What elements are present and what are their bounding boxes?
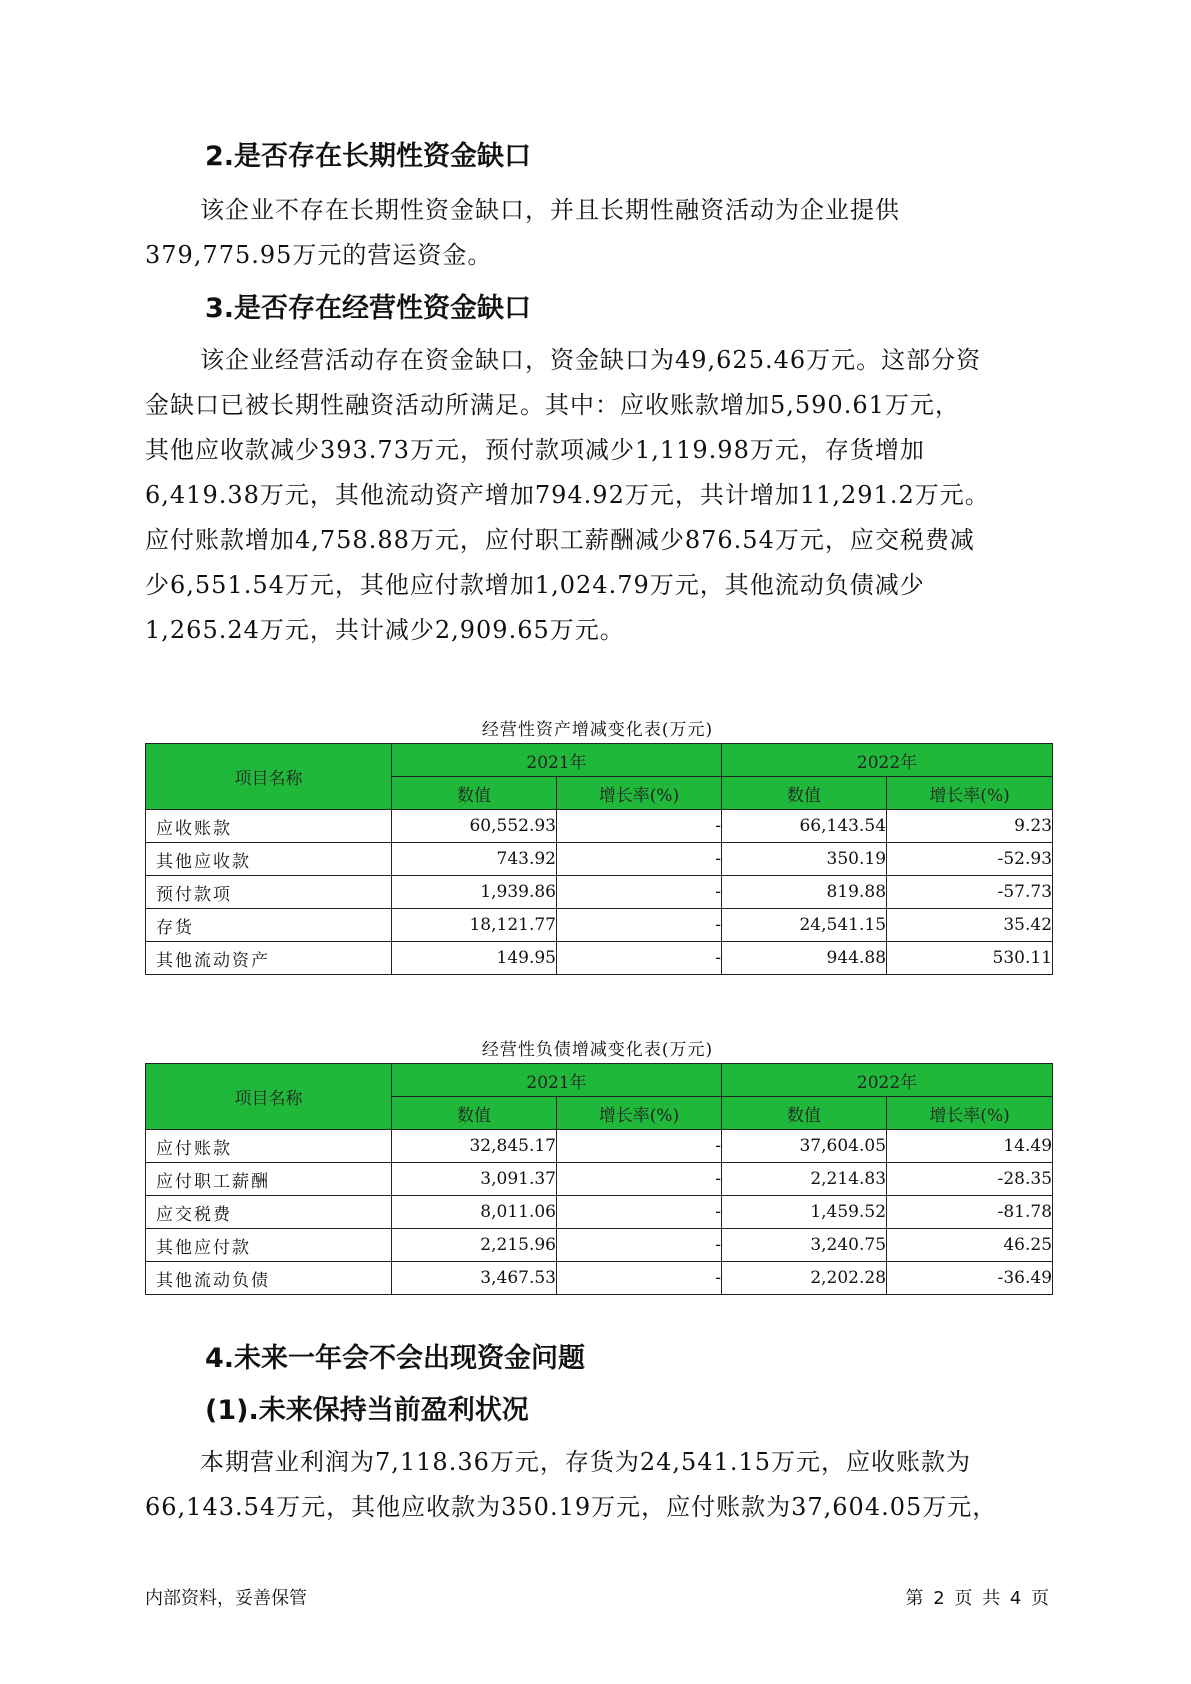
value-2021-cell: 3,467.53 [392, 1262, 557, 1295]
value-2021-cell: 743.92 [392, 843, 557, 876]
value-2021-cell: 149.95 [392, 942, 557, 975]
rate-2021-cell: - [557, 1262, 722, 1295]
column-header-year-2021: 2021年 [392, 1064, 722, 1097]
value-2021-cell: 1,939.86 [392, 876, 557, 909]
item-name-cell: 其他流动负债 [146, 1262, 392, 1295]
table-row [146, 1262, 1053, 1295]
column-header-value-2021: 数值 [392, 1097, 557, 1130]
value-2021-cell: 8,011.06 [392, 1196, 557, 1229]
section-paragraph-4 [145, 1440, 1050, 1530]
value-2022-cell: 944.88 [722, 942, 887, 975]
value-2022-cell: 66,143.54 [722, 810, 887, 843]
paragraph-line: 66,143.54万元，其他应收款为350.19万元，应付账款为37,604.05万元， [145, 1493, 998, 1521]
item-name-cell: 应收账款 [146, 810, 392, 843]
column-header-year-2021: 2021年 [392, 744, 722, 777]
value-2022-cell: 350.19 [722, 843, 887, 876]
table-caption-liabilities: 经营性负债增减变化表(万元) [481, 1040, 714, 1060]
rate-2021-cell: - [557, 942, 722, 975]
table-row [146, 1163, 1053, 1196]
value-2022-cell: 2,202.28 [722, 1262, 887, 1295]
rate-2021-cell: - [557, 843, 722, 876]
column-header-item-name: 项目名称 [146, 744, 392, 810]
table-row [146, 876, 1053, 909]
section-paragraph-3 [145, 338, 1050, 653]
footer-page-number: 第 2 页 共 4 页 [905, 1588, 1051, 1609]
rate-2022-cell: -36.49 [887, 1262, 1053, 1295]
column-header-rate-2021: 增长率(%) [557, 777, 722, 810]
value-2021-cell: 60,552.93 [392, 810, 557, 843]
assets-table [145, 743, 1053, 975]
paragraph-line: 少6,551.54万元，其他应付款增加1,024.79万元，其他流动负债减少 [145, 571, 925, 599]
item-name-cell: 应交税费 [146, 1196, 392, 1229]
paragraph-line: 该企业不存在长期性资金缺口，并且长期性融资活动为企业提供 [200, 196, 900, 224]
rate-2022-cell: 46.25 [887, 1229, 1053, 1262]
value-2022-cell: 1,459.52 [722, 1196, 887, 1229]
section-heading-2: 2.是否存在长期性资金缺口 [205, 141, 532, 172]
table-row [146, 810, 1053, 843]
item-name-cell: 其他应收款 [146, 843, 392, 876]
item-name-cell: 存货 [146, 909, 392, 942]
rate-2022-cell: 14.49 [887, 1130, 1053, 1163]
column-header-value-2022: 数值 [722, 777, 887, 810]
column-header-rate-2022: 增长率(%) [887, 777, 1053, 810]
rate-2021-cell: - [557, 1196, 722, 1229]
paragraph-line: 其他应收款减少393.73万元，预付款项减少1,119.98万元，存货增加 [145, 436, 925, 464]
paragraph-line: 金缺口已被长期性融资活动所满足。其中：应收账款增加5,590.61万元， [145, 391, 960, 419]
rate-2021-cell: - [557, 1163, 722, 1196]
value-2021-cell: 3,091.37 [392, 1163, 557, 1196]
paragraph-line: 1,265.24万元，共计减少2,909.65万元。 [145, 616, 625, 644]
value-2022-cell: 2,214.83 [722, 1163, 887, 1196]
rate-2021-cell: - [557, 1229, 722, 1262]
item-name-cell: 预付款项 [146, 876, 392, 909]
section-heading-4: 4.未来一年会不会出现资金问题 [205, 1343, 586, 1374]
rate-2021-cell: - [557, 909, 722, 942]
value-2022-cell: 3,240.75 [722, 1229, 887, 1262]
rate-2021-cell: - [557, 810, 722, 843]
item-name-cell: 其他应付款 [146, 1229, 392, 1262]
section-subheading-4-1: (1).未来保持当前盈利状况 [205, 1395, 529, 1426]
rate-2022-cell: 35.42 [887, 909, 1053, 942]
item-name-cell: 应付职工薪酬 [146, 1163, 392, 1196]
table-row [146, 1130, 1053, 1163]
column-header-year-2022: 2022年 [722, 744, 1053, 777]
value-2021-cell: 32,845.17 [392, 1130, 557, 1163]
item-name-cell: 其他流动资产 [146, 942, 392, 975]
rate-2021-cell: - [557, 1130, 722, 1163]
rate-2022-cell: 9.23 [887, 810, 1053, 843]
paragraph-line: 应付账款增加4,758.88万元，应付职工薪酬减少876.54万元，应交税费减 [145, 526, 975, 554]
section-heading-3: 3.是否存在经营性资金缺口 [205, 293, 532, 324]
table-row [146, 843, 1053, 876]
value-2022-cell: 37,604.05 [722, 1130, 887, 1163]
column-header-year-2022: 2022年 [722, 1064, 1053, 1097]
item-name-cell: 应付账款 [146, 1130, 392, 1163]
footer-confidential-note: 内部资料，妥善保管 [145, 1588, 307, 1609]
column-header-rate-2021: 增长率(%) [557, 1097, 722, 1130]
paragraph-line: 该企业经营活动存在资金缺口，资金缺口为49,625.46万元。这部分资 [200, 346, 982, 374]
column-header-rate-2022: 增长率(%) [887, 1097, 1053, 1130]
paragraph-line: 6,419.38万元，其他流动资产增加794.92万元，共计增加11,291.2万元。 [145, 481, 990, 509]
rate-2022-cell: -57.73 [887, 876, 1053, 909]
value-2021-cell: 2,215.96 [392, 1229, 557, 1262]
column-header-value-2022: 数值 [722, 1097, 887, 1130]
column-header-value-2021: 数值 [392, 777, 557, 810]
rate-2021-cell: - [557, 876, 722, 909]
table-caption-assets: 经营性资产增减变化表(万元) [481, 720, 714, 740]
value-2022-cell: 24,541.15 [722, 909, 887, 942]
paragraph-line: 本期营业利润为7,118.36万元，存货为24,541.15万元，应收账款为 [200, 1448, 972, 1476]
value-2021-cell: 18,121.77 [392, 909, 557, 942]
table-row [146, 909, 1053, 942]
table-row [146, 942, 1053, 975]
value-2022-cell: 819.88 [722, 876, 887, 909]
rate-2022-cell: -81.78 [887, 1196, 1053, 1229]
rate-2022-cell: -28.35 [887, 1163, 1053, 1196]
liabilities-table [145, 1063, 1053, 1295]
rate-2022-cell: -52.93 [887, 843, 1053, 876]
rate-2022-cell: 530.11 [887, 942, 1053, 975]
column-header-item-name: 项目名称 [146, 1064, 392, 1130]
paragraph-line: 379,775.95万元的营运资金。 [145, 241, 493, 269]
table-row [146, 1229, 1053, 1262]
table-row [146, 1196, 1053, 1229]
section-paragraph-2 [145, 188, 1050, 278]
